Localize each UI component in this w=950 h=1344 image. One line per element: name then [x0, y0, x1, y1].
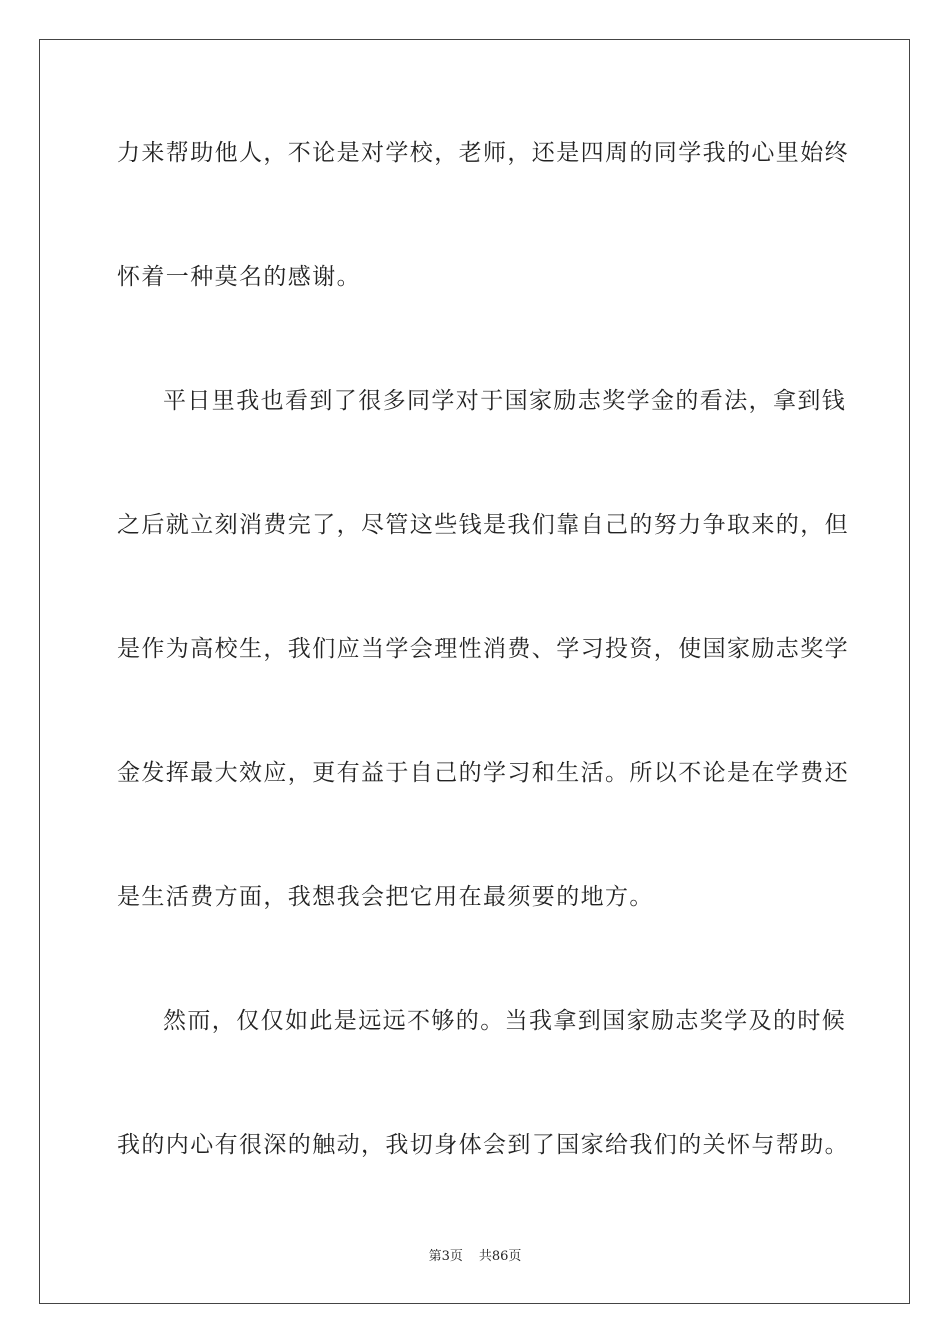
page-total: 共86页 — [478, 1249, 522, 1264]
page-footer — [0, 1248, 950, 1266]
text-line: 金发挥最大效应，更有益于自己的学习和生活。所以不论是在学费还 — [117, 760, 849, 786]
text-line: 是生活费方面，我想我会把它用在最须要的地方。 — [117, 884, 654, 910]
text-line: 我的内心有很深的触动，我切身体会到了国家给我们的关怀与帮助。 — [117, 1132, 849, 1158]
page-number: 第3页 — [428, 1249, 463, 1264]
page-border — [39, 39, 910, 1304]
text-line: 平日里我也看到了很多同学对于国家励志奖学金的看法，拿到钱 — [163, 388, 847, 414]
text-line: 然而，仅仅如此是远远不够的。当我拿到国家励志奖学及的时候 — [163, 1008, 847, 1034]
text-line: 怀着一种莫名的感谢。 — [117, 264, 361, 290]
text-line: 之后就立刻消费完了，尽管这些钱是我们靠自己的努力争取来的，但 — [117, 512, 849, 538]
text-line: 力来帮助他人，不论是对学校，老师，还是四周的同学我的心里始终 — [117, 140, 849, 166]
text-line: 是作为高校生，我们应当学会理性消费、学习投资，使国家励志奖学 — [117, 636, 849, 662]
